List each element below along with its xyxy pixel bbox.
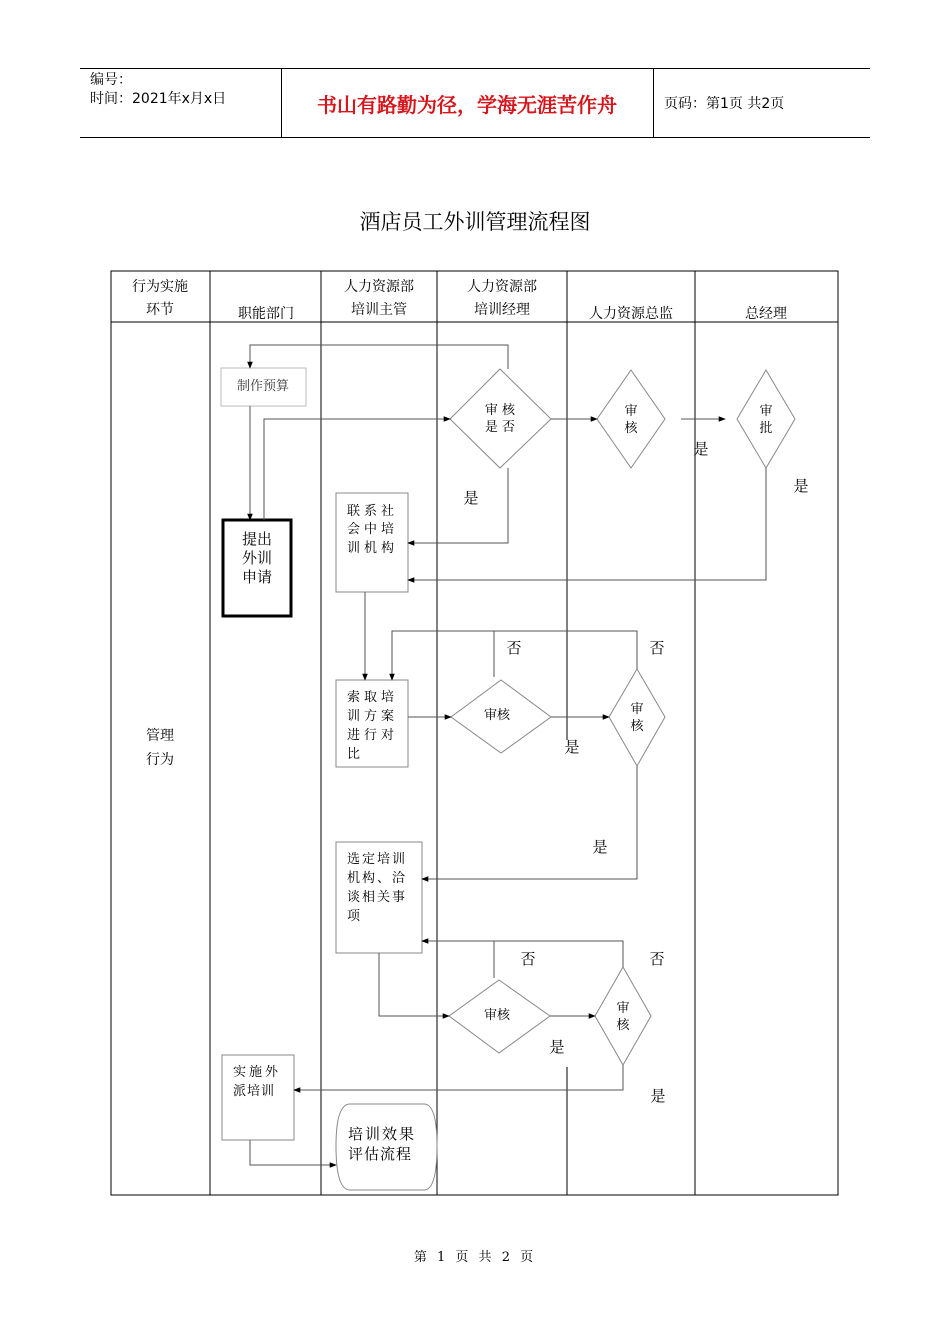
page-info: 页码：第1页 共2页 xyxy=(664,96,785,112)
plan-label-l1: 索取培 xyxy=(347,690,399,705)
select-label-l1: 选定培训 xyxy=(347,852,408,867)
no-label: 否 xyxy=(649,950,665,968)
yes-label: 是 xyxy=(549,1038,565,1056)
d5-label-l1: 审 xyxy=(630,702,644,717)
contact-label-l3: 训机构 xyxy=(347,541,399,556)
diamond-review-4 xyxy=(609,669,665,766)
apply-label-l3: 申请 xyxy=(241,568,273,586)
plan-label-l4: 比 xyxy=(347,747,365,762)
page-footer: 第 1 页 共 2 页 xyxy=(413,1250,537,1265)
d1-label-l2: 是 否 xyxy=(484,420,516,435)
d3-label-l2: 批 xyxy=(759,421,773,436)
d4-label: 审核 xyxy=(483,708,511,723)
document-title: 酒店员工外训管理流程图 xyxy=(359,210,591,234)
plan-label-l2: 训方案 xyxy=(347,709,399,724)
diamond-review-2 xyxy=(597,370,665,468)
no-label: 否 xyxy=(649,639,665,657)
row-label-l1: 管理 xyxy=(146,728,174,744)
d2-label-l1: 审 xyxy=(624,404,638,419)
yes-label: 是 xyxy=(463,489,479,507)
col-header-hr-manager-l1: 人力资源部 xyxy=(467,279,537,295)
plan-label-l3: 进行对 xyxy=(347,728,399,743)
time-label: 时间：2021年x月x日 xyxy=(90,91,227,107)
d3-label-l1: 审 xyxy=(759,404,773,419)
col-header-hr-manager-l2: 培训经理 xyxy=(474,302,530,318)
col-header-hr-supervisor-l2: 培训主管 xyxy=(351,302,407,318)
yes-label: 是 xyxy=(592,838,608,856)
yes-label: 是 xyxy=(650,1087,666,1105)
row-label-l2: 行为 xyxy=(146,752,174,768)
apply-label-l2: 外训 xyxy=(241,549,273,567)
motto: 书山有路勤为径，学海无涯苦作舟 xyxy=(317,92,617,117)
col-header-hr-director: 人力资源总监 xyxy=(589,306,673,322)
number-label: 编号： xyxy=(90,72,132,88)
diamond-review-1 xyxy=(450,369,551,468)
contact-label-l1: 联系社 xyxy=(347,504,399,519)
col-header-hr-supervisor-l1: 人力资源部 xyxy=(344,279,414,295)
col-header-stage-l1: 行为实施 xyxy=(132,279,188,295)
eval-label-l2: 评估流程 xyxy=(348,1145,413,1163)
d7-label-l2: 核 xyxy=(616,1018,630,1033)
no-label: 否 xyxy=(506,639,522,657)
yes-label: 是 xyxy=(693,440,709,458)
eval-label-l1: 培训效果 xyxy=(348,1125,417,1143)
d1-label-l1: 审 核 xyxy=(484,403,516,418)
contact-label-l2: 会中培 xyxy=(347,522,399,537)
d2-label-l2: 核 xyxy=(624,421,638,436)
yes-label: 是 xyxy=(793,477,809,495)
select-label-l2: 机构、洽 xyxy=(347,871,408,886)
select-label-l4: 项 xyxy=(347,909,363,924)
budget-label: 制作预算 xyxy=(236,379,290,394)
implement-label-l1: 实施外 xyxy=(233,1065,282,1080)
col-header-dept: 职能部门 xyxy=(238,306,294,322)
d5-label-l2: 核 xyxy=(630,719,644,734)
diamond-review-6 xyxy=(595,967,651,1065)
diamond-approve xyxy=(737,370,795,468)
implement-label-l2: 派培训 xyxy=(233,1084,276,1099)
apply-label-l1: 提出 xyxy=(241,530,273,548)
no-label: 否 xyxy=(520,950,536,968)
select-label-l3: 谈相关事 xyxy=(347,890,408,905)
yes-label: 是 xyxy=(564,738,580,756)
d6-label: 审核 xyxy=(483,1008,511,1023)
d7-label-l1: 审 xyxy=(616,1001,630,1016)
col-header-stage-l2: 环节 xyxy=(146,302,174,318)
col-header-gm: 总经理 xyxy=(745,306,787,322)
